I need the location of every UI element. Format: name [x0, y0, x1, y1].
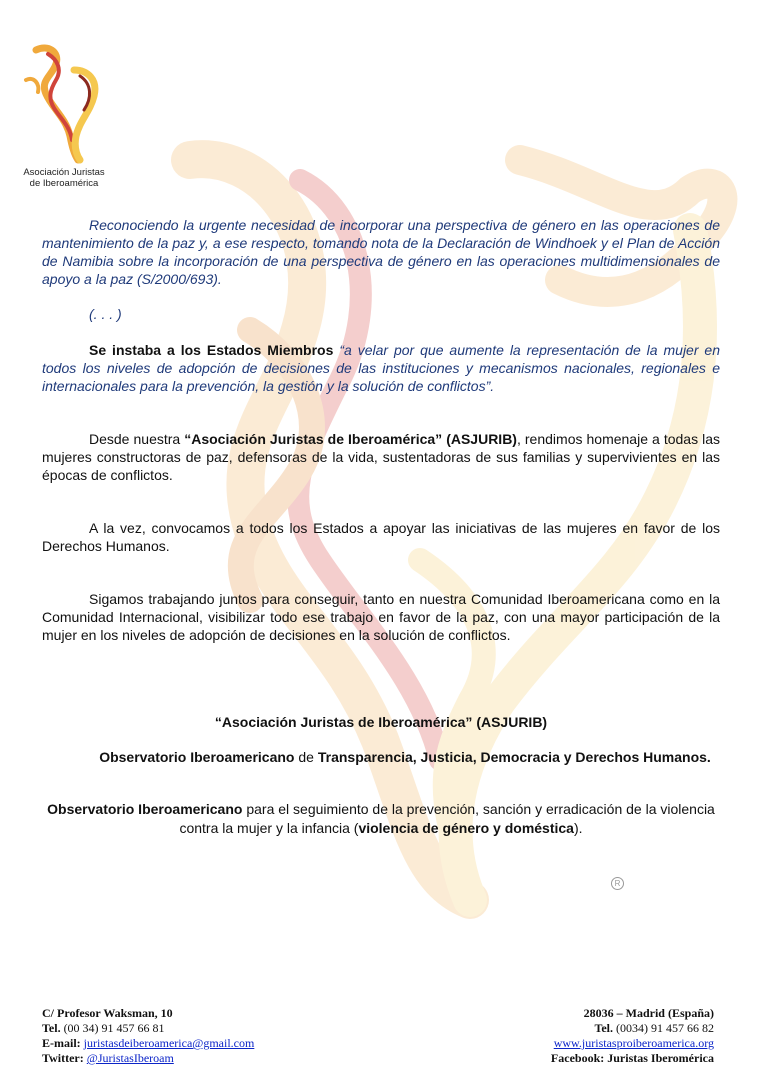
member-states-quote: “a velar por que aumente la representación de la mujer en todos los niveles de adopción de decisiones de las instituciones y mecanismos nacionales, regionales e internacionales para la prevención, la gestión y la solución de conflictos”.: [42, 342, 721, 394]
website-link[interactable]: www.juristasproiberoamerica.org: [553, 1036, 714, 1050]
closing-observatory-transparency: [90, 748, 720, 767]
logo-caption-line1: Asociación Juristas: [23, 167, 105, 178]
paragraph-keep-working: Sigamos trabajando juntos para conseguir, tanto en nuestra Comunidad Iberoamericana como en la Comunidad Internacional, visibilizar todo ese trabajo en favor de la paz, con una mayor participación de la mujer en los niveles de adopción de decisiones en la solución de conflictos.: [42, 591, 720, 643]
footer-left: [42, 1006, 254, 1066]
footer-right: [551, 1006, 714, 1066]
homage-org-name: “Asociación Juristas de Iberoamérica” (ASJURIB): [184, 431, 517, 447]
obs1-name: Observatorio Iberoamericano: [99, 749, 295, 765]
footer-city: 28036 – Madrid (España): [583, 1006, 714, 1020]
member-states-lead: Se instaba a los Estados Miembros: [89, 342, 334, 358]
footer-email: E-mail: juristasdeiberoamerica@gmail.com: [42, 1036, 255, 1050]
obs2-end: ).: [573, 820, 583, 836]
closing-org-name: “Asociación Juristas de Iberoamérica” (ASJURIB): [214, 714, 548, 730]
paragraph-homage: [42, 430, 720, 484]
homage-pre: Desde nuestra: [89, 431, 185, 447]
obs1-connector: de: [294, 749, 318, 765]
email-link[interactable]: juristasdeiberoamerica@gmail.com: [83, 1036, 255, 1050]
paragraph-ellipsis: (. . . ): [89, 306, 122, 322]
footer-twitter: Twitter: @JuristasIberoam: [42, 1051, 174, 1065]
logo-caption-line2: de Iberoamérica: [29, 178, 99, 189]
footer-website: [551, 1036, 714, 1051]
paragraph-resolution-intro: Reconociendo la urgente necesidad de incorporar una perspectiva de género en las operaciones de mantenimiento de la paz y, a ese respecto, tomando nota de la Declaración de Windhoek y el Plan de Acción de Namibia sobre la incorporación de una perspectiva de género en las operaciones multidimensionales de apoyo a la paz (S/2000/693).: [42, 217, 720, 287]
paragraph-call-to-states: A la vez, convocamos a todos los Estados a apoyar las iniciativas de las mujeres en favor de los Derechos Humanos.: [42, 520, 720, 554]
obs2-name: Observatorio Iberoamericano: [47, 801, 243, 817]
footer-address: C/ Profesor Waksman, 10: [42, 1006, 173, 1020]
footer-tel-right: Tel. (0034) 91 457 66 82: [594, 1021, 714, 1035]
footer-facebook: Facebook: Juristas Iberomérica: [550, 1051, 714, 1065]
closing-observatory-violence: [42, 800, 720, 838]
footer-tel-left: Tel. (00 34) 91 457 66 81: [42, 1021, 165, 1035]
logo-caption: [14, 167, 114, 189]
homage-post: , rendimos homenaje a todas las mujeres constructoras de paz, defensoras de la vida, sustentadoras de sus familias y supervivientes en las épocas de conflictos.: [42, 431, 720, 483]
obs2-topic: violencia de género y doméstica: [358, 820, 574, 836]
organization-logo: [14, 40, 114, 190]
paragraph-member-states: [42, 341, 720, 395]
obs2-desc: para el seguimiento de la prevención, sanción y erradicación de la violencia contra la mujer y la infancia (: [179, 801, 715, 836]
logo-ribbon-icon: [18, 40, 108, 165]
registered-mark-icon: R: [611, 877, 624, 890]
obs1-topics: Transparencia, Justicia, Democracia y Derechos Humanos.: [317, 749, 711, 765]
twitter-link[interactable]: @JuristasIberoam: [86, 1051, 174, 1065]
